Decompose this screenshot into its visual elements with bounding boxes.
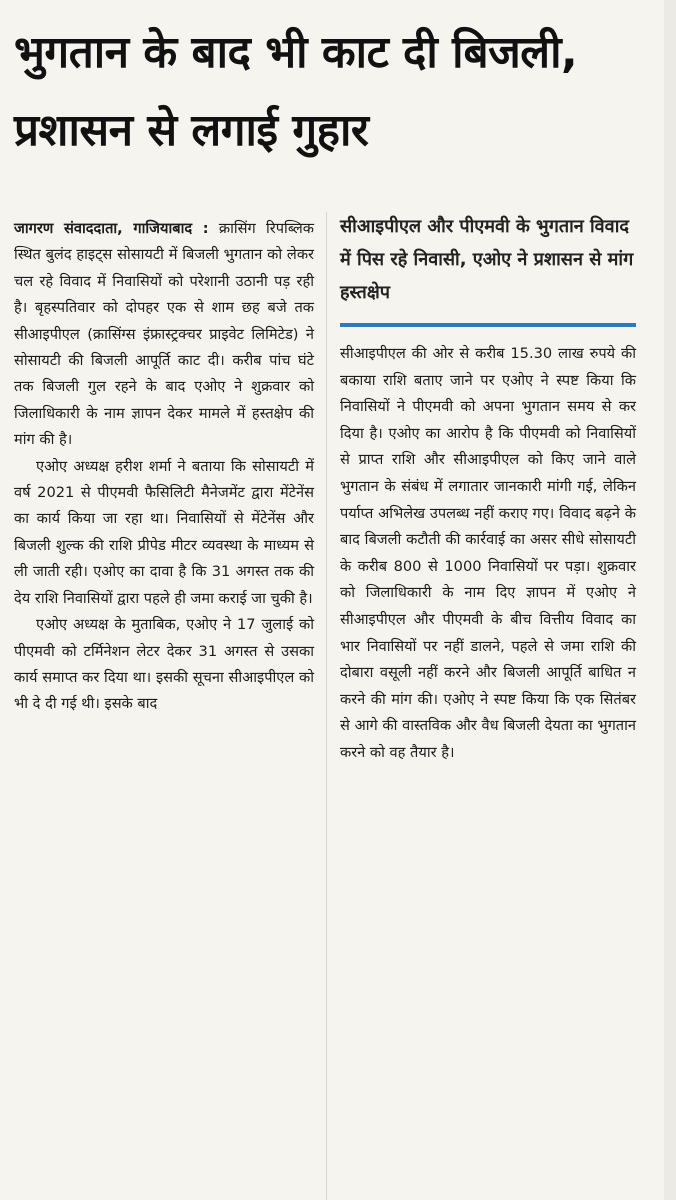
paragraph-1 [14,216,314,454]
left-column [14,216,314,718]
column-divider [326,212,327,1200]
paragraph-1-text: क्रासिंग रिपब्लिक स्थित बुलंद हाइट्स सोसायटी में बिजली भुगतान को लेकर चल रहे विवाद में निवासियों को परेशानी उठानी पड़ रही है। बृहस्पतिवार को दोपहर एक से शाम छह बजे तक सीआइपीएल (क्रासिंग्स इंफ्रास्ट्रक्चर प्राइवेट लिमिटेड) ने सोसायटी की बिजली आपूर्ति काट दी। करीब पांच घंटे तक बिजली गुल रहने के बाद एओए ने शुक्रवार को जिलाधिकारी के नाम ज्ञापन देकर मामले में हस्तक्षेप की मांग की है। [14,220,314,449]
paragraph-3: एओए अध्यक्ष के मुताबिक, एओए ने 17 जुलाई को पीएमवी को टर्मिनेशन लेटर देकर 31 अगस्त से उसका कार्य समाप्त कर दिया था। इसकी सूचना सीआइपीएल को भी दे दी गई थी। इसके बाद [14,616,314,713]
byline: जागरण संवाददाता, गाजियाबाद : [14,220,209,237]
subheadline: सीआइपीएल और पीएमवी के भुगतान विवाद में पिस रहे निवासी, एओए ने प्रशासन से मांग हस्तक्षेप [340,216,634,303]
headline: भुगतान के बाद भी काट दी बिजली, प्रशासन से लगाई गुहार [14,27,578,156]
paragraph-2: एओए अध्यक्ष हरीश शर्मा ने बताया कि सोसायटी में वर्ष 2021 से पीएमवी फैसिलिटी मैनेजमेंट द्वारा मेंटेनेंस का कार्य किया जा रहा था। निवासियों से मेंटेनेंस और बिजली शुल्क की राशि प्रीपेड मीटर व्यवस्था के माध्यम से ली जाती रही। एओए का दावा है कि 31 अगस्त तक की देय राशि निवासियों द्वारा पहले ही जमा कराई जा चुकी है। [14,457,314,607]
blue-rule [340,323,636,327]
right-column [340,210,636,767]
right-body-text: सीआइपीएल की ओर से करीब 15.30 लाख रुपये की बकाया राशि बताए जाने पर एओए ने स्पष्ट किया कि निवासियों ने पीएमवी को अपना भुगतान समय से कर दिया है। एओए का आरोप है कि पीएमवी को निवासियों से प्राप्त राशि और सीआइपीएल को किए जाने वाले भुगतान के संबंध में लगातार जानकारी मांगी गई, लेकिन पर्याप्त अभिलेख उपलब्ध नहीं कराए गए। विवाद बढ़ने के बाद बिजली कटौती की कार्रवाई का असर सीधे सोसायटी के करीब 800 से 1000 निवासियों पर पड़ा। शुक्रवार को जिलाधिकारी के नाम दिए ज्ञापन में एओए ने सीआइपीएल और पीएमवी के बीच वित्तीय विवाद का भार निवासियों पर नहीं डालने, पहले से जमा राशि की दोबारा वसूली नहीं करने और बिजली आपूर्ति बाधित न करने की मांग की। एओए ने स्पष्ट किया कि एक सितंबर से आगे की वास्तविक और वैध बिजली देयता का भुगतान करने को वह तैयार है। [340,345,636,761]
page-edge [664,0,676,1200]
